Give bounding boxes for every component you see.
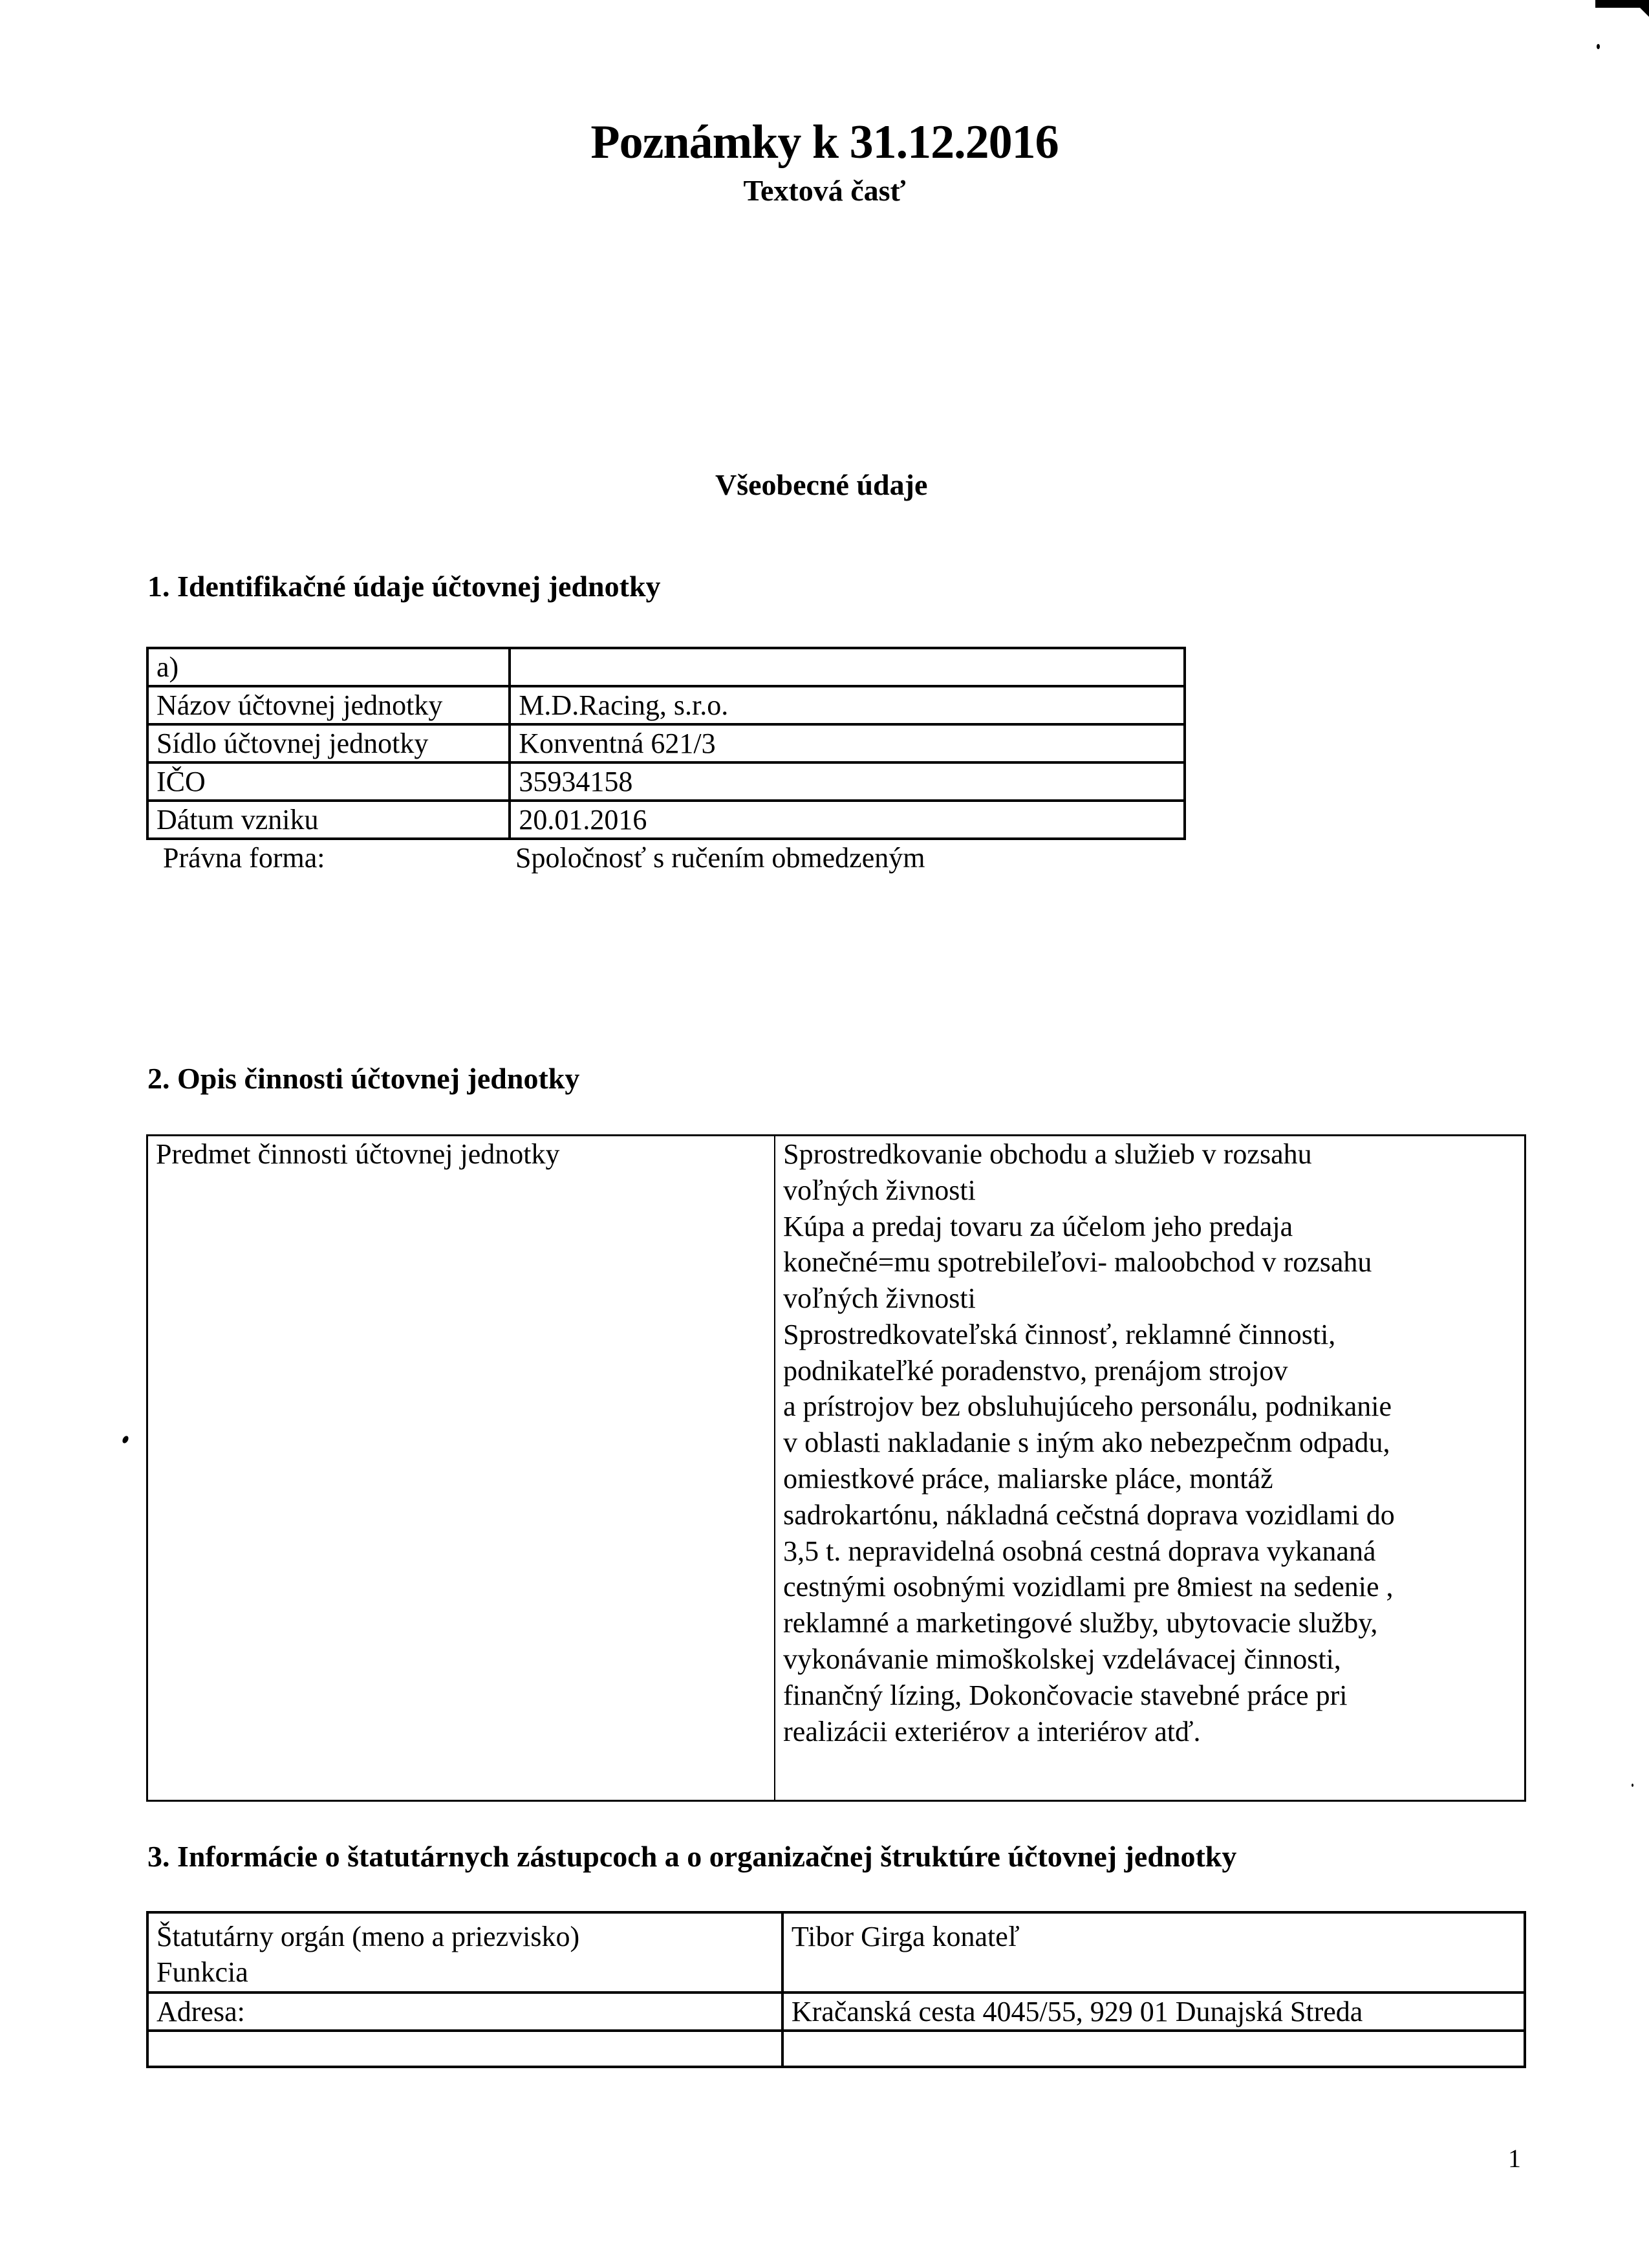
activity-line: realizácii exteriérov a interiérov atď. — [783, 1715, 1201, 1747]
table-row — [147, 724, 1185, 762]
table-row — [147, 2031, 1525, 2067]
identification-table — [146, 647, 1186, 840]
statutory-body-label — [147, 1912, 782, 1993]
entity-name-label: Názov účtovnej jednotky — [147, 686, 510, 724]
activity-line: voľných živnosti — [783, 1174, 976, 1206]
entity-seat-label: Sídlo účtovnej jednotky — [147, 724, 510, 762]
document-title: Poznámky k 31.12.2016 — [590, 116, 1059, 169]
table-row — [147, 762, 1185, 801]
row-label: a) — [147, 648, 510, 686]
activity-line: cestnými osobnými vozidlami pre 8miest na sedenie , — [783, 1571, 1394, 1603]
activity-line: podnikateľké poradenstvo, prenájom strojov — [783, 1354, 1288, 1387]
scan-speck — [1597, 44, 1600, 49]
entity-seat-value: Konventná 621/3 — [510, 724, 1185, 762]
activity-table — [146, 1134, 1526, 1802]
row-value — [510, 648, 1185, 686]
empty-cell — [147, 2031, 782, 2067]
table-row — [147, 801, 1185, 839]
activity-line: vykonávanie mimoškolskej vzdelávacej činnosti, — [783, 1643, 1341, 1675]
founding-date-value: 20.01.2016 — [510, 801, 1185, 839]
ico-value: 35934158 — [510, 762, 1185, 801]
legal-form-value: Spoločnosť s ručením obmedzeným — [515, 842, 925, 874]
activity-line: reklamné a marketingové služby, ubytovacie služby, — [783, 1607, 1378, 1639]
activity-line: Sprostredkovateľská činnosť, reklamné činnosti, — [783, 1318, 1336, 1350]
empty-cell — [782, 2031, 1525, 2067]
statutory-function-label: Funkcia — [156, 1956, 248, 1988]
activity-line: 3,5 t. nepravidelná osobná cestná doprava vykananá — [783, 1535, 1376, 1567]
entity-name-value: M.D.Racing, s.r.o. — [510, 686, 1185, 724]
scan-corner-mark — [1595, 0, 1649, 8]
table-row — [147, 648, 1185, 686]
document-subtitle: Textová časť — [743, 174, 906, 207]
statutory-table — [146, 1911, 1526, 2068]
table-row — [147, 1136, 1525, 1801]
address-label: Adresa: — [147, 1993, 782, 2031]
scan-speck — [122, 1435, 130, 1444]
activity-line: Kúpa a predaj tovaru za účelom jeho predaja — [783, 1210, 1293, 1242]
activity-label: Predmet činnosti účtovnej jednotky — [147, 1136, 775, 1801]
activity-line: v oblasti nakladanie s iným ako nebezpečnm odpadu, — [783, 1427, 1390, 1459]
activity-line: finančný lízing, Dokončovacie stavebné práce pri — [783, 1679, 1348, 1711]
table-row — [147, 686, 1185, 724]
founding-date-label: Dátum vzniku — [147, 801, 510, 839]
scan-speck — [1632, 1784, 1633, 1787]
general-info-heading: Všeobecné údaje — [715, 468, 928, 501]
section-3-heading: 3. Informácie o štatutárnych zástupcoch a o organizačnej štruktúre účtovnej jednotky — [147, 1840, 1237, 1873]
address-value: Kračanská cesta 4045/55, 929 01 Dunajská Streda — [782, 1993, 1525, 2031]
activity-line: sadrokartónu, nákladná cečstná doprava vozidlami do — [783, 1498, 1395, 1531]
ico-label: IČO — [147, 762, 510, 801]
page-number: 1 — [1508, 2144, 1521, 2173]
activity-description — [775, 1136, 1525, 1801]
statutory-body-value: Tibor Girga konateľ — [782, 1912, 1525, 1993]
table-row — [147, 1993, 1525, 2031]
activity-line: Sprostredkovanie obchodu a služieb v rozsahu — [783, 1138, 1312, 1170]
statutory-body-name-label: Štatutárny orgán (meno a priezvisko) — [156, 1921, 580, 1952]
section-2-heading: 2. Opis činnosti účtovnej jednotky — [147, 1062, 580, 1095]
legal-form-label: Právna forma: — [163, 842, 325, 874]
table-row — [147, 1912, 1525, 1993]
activity-line: a prístrojov bez obsluhujúceho personálu, podnikanie — [783, 1390, 1392, 1423]
activity-line: konečné=mu spotrebileľovi- maloobchod v rozsahu — [783, 1246, 1372, 1279]
section-1-heading: 1. Identifikačné údaje účtovnej jednotky — [147, 570, 661, 603]
activity-line: omiestkové práce, maliarske pláce, montáž — [783, 1463, 1273, 1495]
activity-line: voľných živnosti — [783, 1282, 976, 1315]
